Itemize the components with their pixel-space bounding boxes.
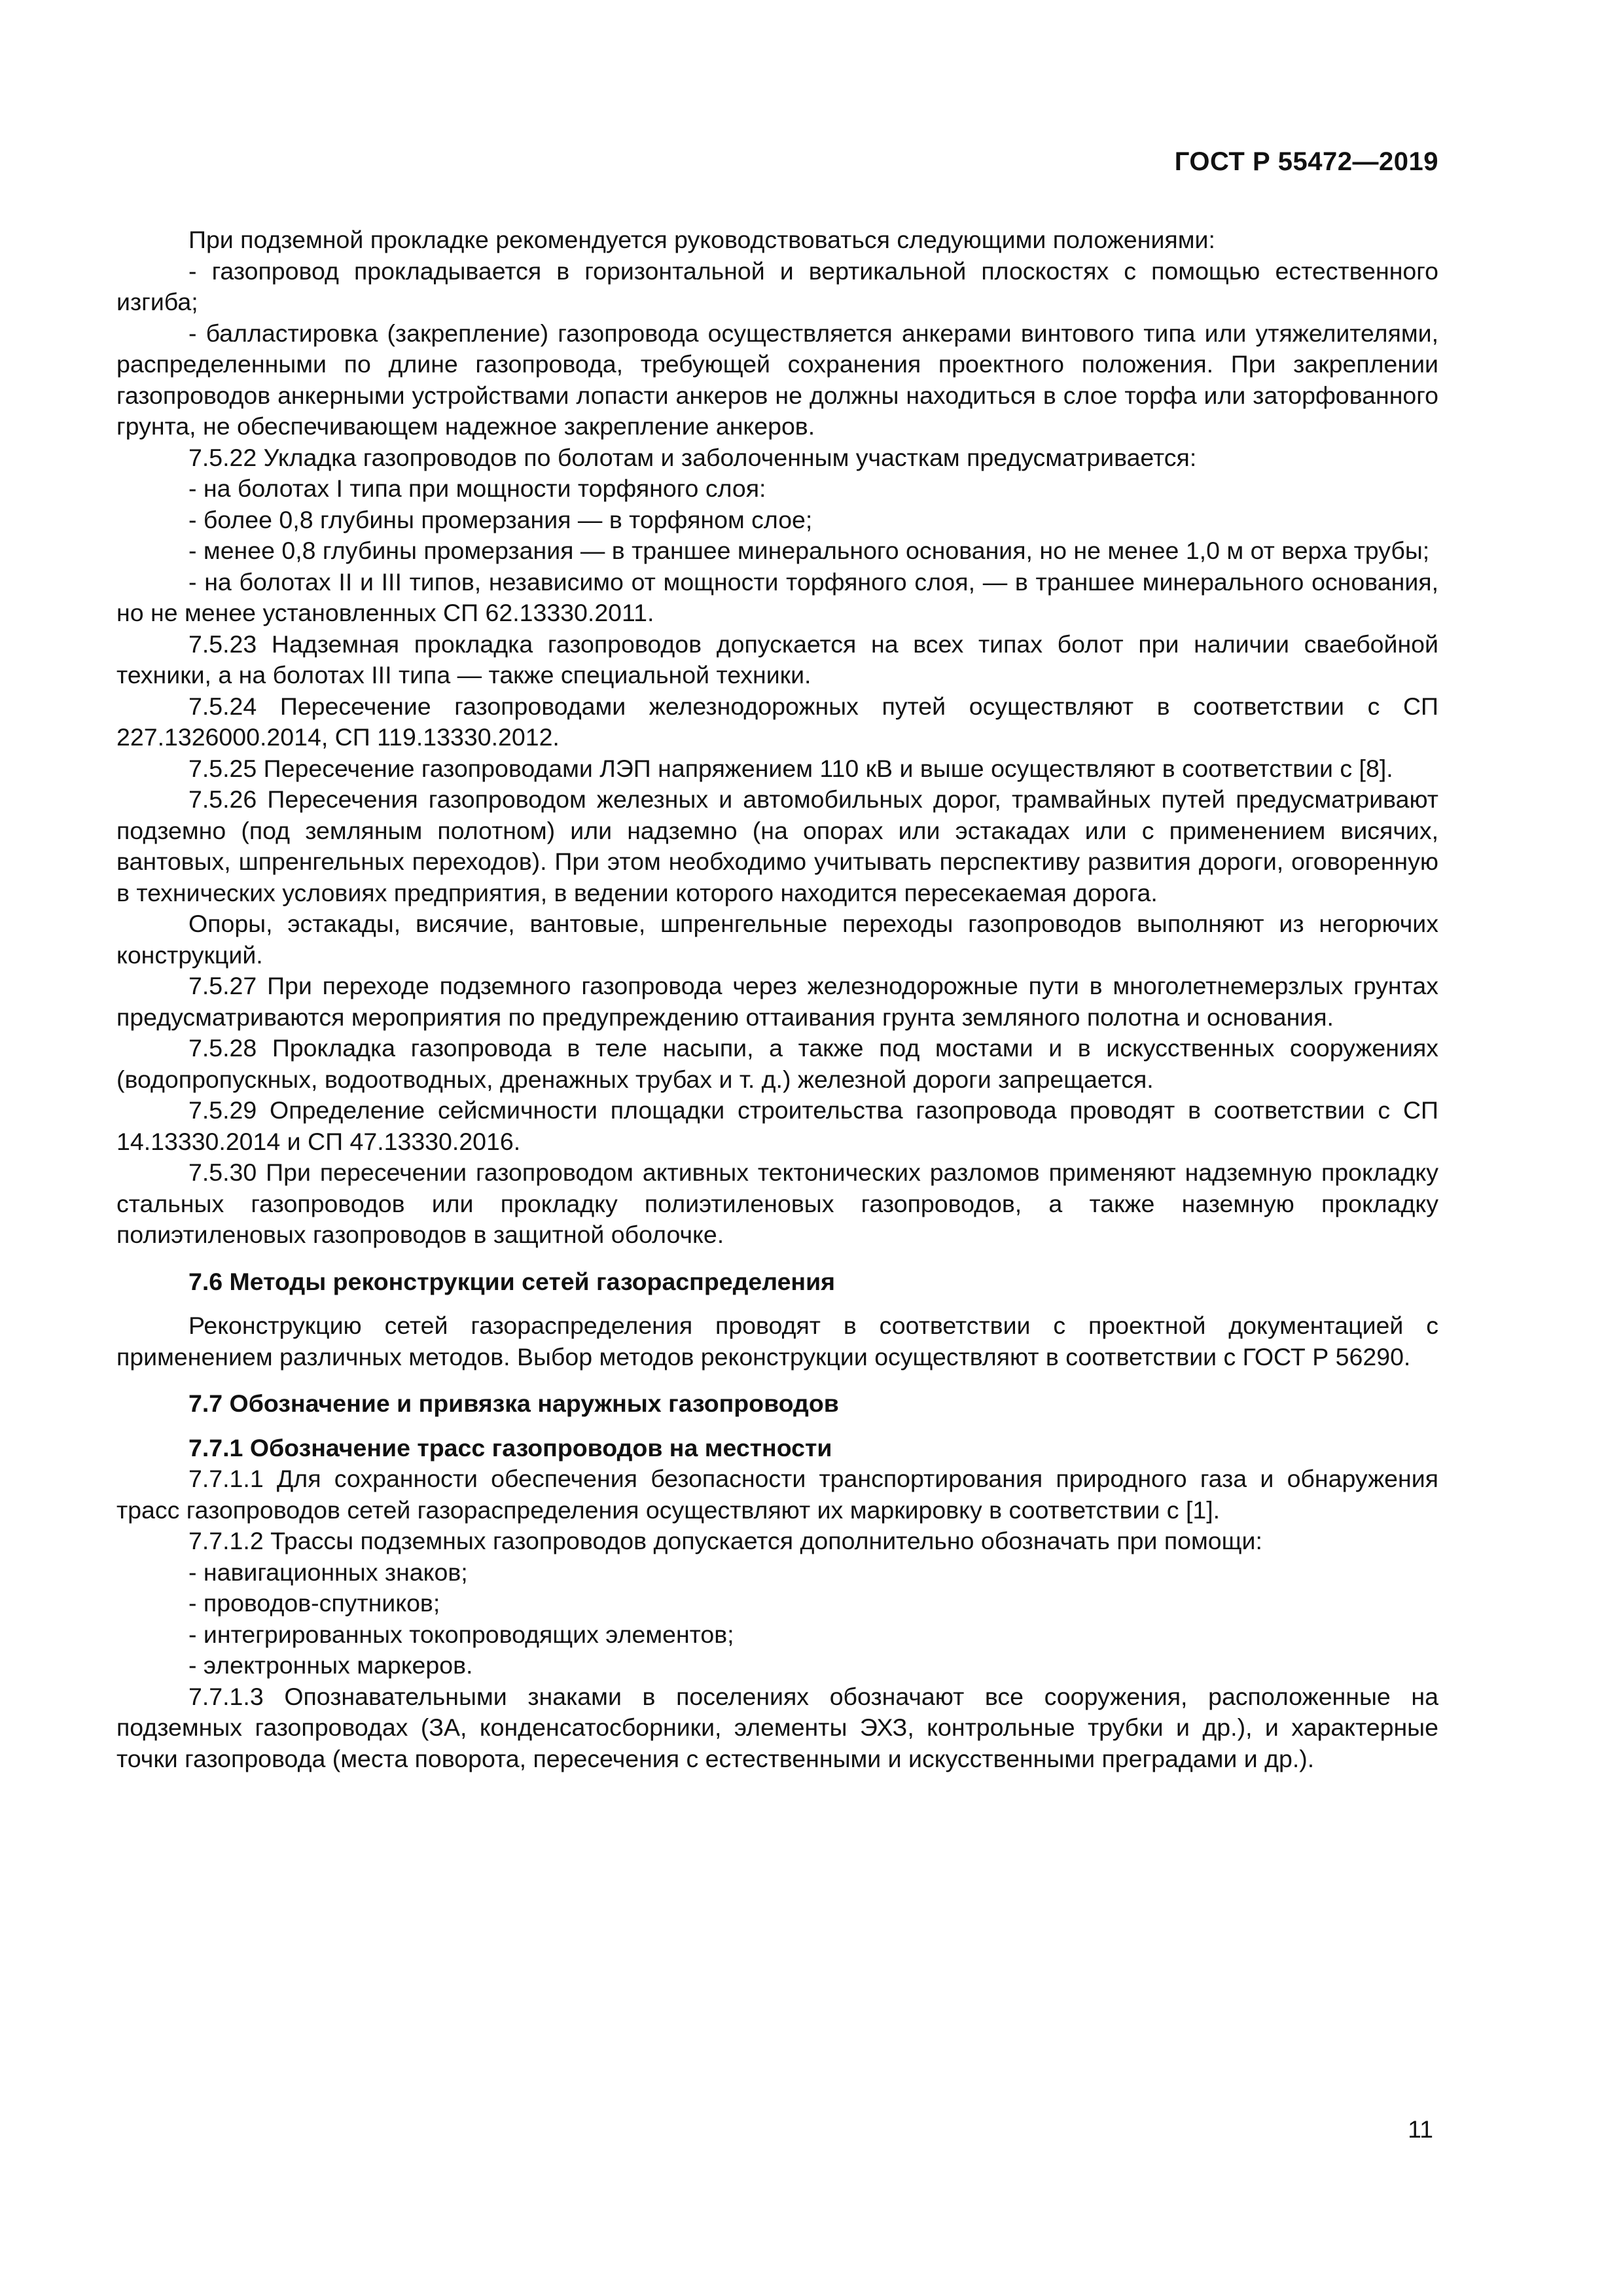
paragraph: 7.5.26 Пересечения газопроводом железных и автомобильных дорог, трамвайных путей предусматривают подземно (под земляным полотном) или надземно (на опорах или эстакадах или с применением висячих, вантовых, шпренгельных переходов). При этом необходимо учитывать перспективу развития дороги, оговоренную в технических условиях предприятия, в ведении которого находится пересекаемая дорога.: [116, 785, 1438, 906]
list-item: - газопровод прокладывается в горизонтальной и вертикальной плоскостях с помощью естественного изгиба;: [116, 257, 1438, 315]
paragraph: 7.5.23 Надземная прокладка газопроводов допускается на всех типах болот при наличии сваебойной техники, а на болотах III типа — также специальной техники.: [116, 630, 1438, 689]
paragraph: Реконструкцию сетей газораспределения проводят в соответствии с проектной документацией с применением различных методов. Выбор методов реконструкции осуществляют в соответствии с ГОСТ Р 56290.: [116, 1312, 1438, 1371]
list-item: - интегрированных токопроводящих элементов;: [188, 1620, 734, 1648]
list-item: - на болотах II и III типов, независимо от мощности торфяного слоя, — в траншее минерального основания, но не менее установленных СП 62.13330.2011.: [116, 567, 1438, 626]
page-content: [116, 224, 1438, 1774]
list-item: - более 0,8 глубины промерзания — в торфяном слое;: [188, 505, 813, 533]
paragraph: 7.5.29 Определение сейсмичности площадки строительства газопровода проводят в соответствии с СП 14.13330.2014 и СП 47.13330.2016.: [116, 1096, 1438, 1155]
list-item: - менее 0,8 глубины промерзания — в траншее минерального основания, но не менее 1,0 м от верха трубы;: [188, 537, 1430, 564]
section-heading: 7.7 Обозначение и привязка наружных газопроводов: [188, 1390, 839, 1417]
section-heading: 7.6 Методы реконструкции сетей газораспределения: [188, 1267, 836, 1295]
paragraph: При подземной прокладке рекомендуется руководствоваться следующими положениями:: [188, 226, 1215, 253]
spacer: [116, 1420, 1438, 1433]
paragraph: 7.7.1.3 Опознавательными знаками в поселениях обозначают все сооружения, расположенные на подземных газопроводах (ЗА, конденсатосборники, элементы ЭХЗ, контрольные трубки и др.), и характерные точки газопровода (места поворота, пересечения с естественными и искусственными преградами и др.).: [116, 1682, 1438, 1772]
list-item: - электронных маркеров.: [188, 1651, 473, 1679]
paragraph: 7.5.28 Прокладка газопровода в теле насыпи, а также под мостами и в искусственных сооружениях (водопропускных, водоотводных, дренажных трубах и т. д.) железной дороги запрещается.: [116, 1034, 1438, 1093]
standard-designation: ГОСТ Р 55472—2019: [1174, 147, 1438, 176]
section-heading: 7.7.1 Обозначение трасс газопроводов на местности: [188, 1433, 832, 1462]
spacer: [116, 1297, 1438, 1310]
paragraph: 7.5.24 Пересечение газопроводами железнодорожных путей осуществляют в соответствии с СП 227.1326000.2014, СП 119.13330.2012.: [116, 692, 1438, 751]
paragraph: 7.7.1.2 Трассы подземных газопроводов допускается дополнительно обозначать при помощи:: [188, 1527, 1262, 1554]
paragraph: 7.5.27 При переходе подземного газопровода через железнодорожные пути в многолетнемерзлых грунтах предусматриваются мероприятия по предупреждению оттаивания грунта земляного полотна и основания.: [116, 972, 1438, 1031]
list-item: - на болотах I типа при мощности торфяного слоя:: [188, 475, 766, 502]
list-item: - балластировка (закрепление) газопровода осуществляется анкерами винтового типа или утяжелителями, распределенными по длине газопровода, требующей сохранения проектного положения. При закреплении газопроводов анкерными устройствами лопасти анкеров не должны находиться в слое торфа или заторфованного грунта, не обеспечивающем надежное закрепление анкеров.: [116, 319, 1438, 440]
paragraph: Опоры, эстакады, висячие, вантовые, шпренгельные переходы газопроводов выполняют из негорючих конструкций.: [116, 910, 1438, 969]
paragraph: 7.5.30 При пересечении газопроводом активных тектонических разломов применяют надземную прокладку стальных газопроводов или прокладку полиэтиленовых газопроводов, а также наземную прокладку полиэтиленовых газопроводов в защитной оболочке.: [116, 1158, 1438, 1248]
paragraph: 7.7.1.1 Для сохранности обеспечения безопасности транспортирования природного газа и обнаружения трасс газопроводов сетей газораспределения осуществляют их маркировку в соответствии с [1].: [116, 1465, 1438, 1524]
spacer: [116, 1251, 1438, 1266]
list-item: - проводов-спутников;: [188, 1589, 440, 1617]
paragraph: 7.5.22 Укладка газопроводов по болотам и заболоченным участкам предусматривается:: [188, 443, 1197, 471]
spacer: [116, 1372, 1438, 1388]
page-number: 11: [1408, 2115, 1433, 2143]
paragraph: 7.5.25 Пересечение газопроводами ЛЭП напряжением 110 кВ и выше осуществляют в соответствии с [8].: [188, 754, 1393, 782]
list-item: - навигационных знаков;: [188, 1558, 468, 1586]
